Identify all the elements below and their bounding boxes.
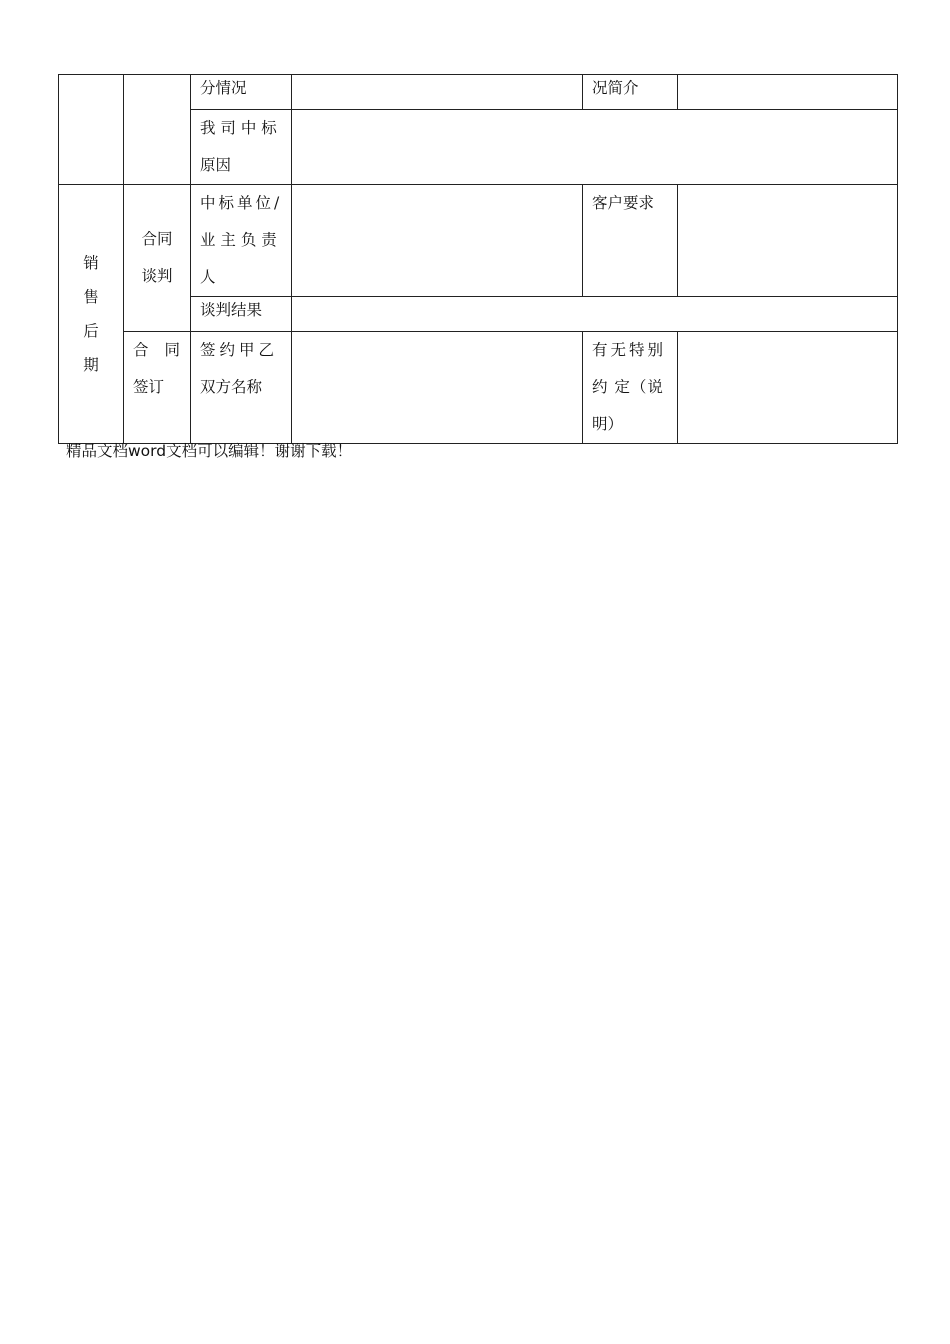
- signing-label-line1: [133, 332, 182, 369]
- row-label-winner-line1: 中标单位/: [200, 194, 283, 212]
- row-label-winner-line3: 人: [200, 268, 216, 286]
- signing-group-cell: [124, 332, 191, 444]
- value-cell-special[interactable]: [678, 332, 898, 444]
- row-label-partial-right-text: 况简介: [592, 79, 639, 97]
- row-label-reason-line2: 原因: [200, 156, 232, 174]
- phase-label-char: 后: [83, 322, 99, 340]
- row-label-winner: [191, 185, 292, 297]
- signing-label-char: 同: [164, 341, 180, 359]
- value-cell-reason[interactable]: [292, 110, 898, 185]
- value-cell-result[interactable]: [292, 297, 898, 332]
- row-label-winner-line2: 业 主 负 责: [200, 231, 277, 249]
- value-cell-partial-right[interactable]: [678, 75, 898, 110]
- phase-label: [59, 246, 123, 382]
- row-label-result: [191, 297, 292, 332]
- row-label-parties-line1: 签约甲乙: [200, 341, 279, 359]
- row-label-parties: [191, 332, 292, 444]
- row-label-partial-text: 分情况: [200, 79, 247, 97]
- value-cell-winner[interactable]: [292, 185, 583, 297]
- group-cell-prev: [124, 75, 191, 185]
- row-label-result-text: 谈判结果: [200, 301, 263, 319]
- value-cell-customer-req[interactable]: [678, 185, 898, 297]
- table-row: [59, 332, 898, 444]
- negotiation-label-line2: 谈判: [141, 267, 173, 285]
- row-label-partial: [191, 75, 292, 110]
- value-cell-partial[interactable]: [292, 75, 583, 110]
- signing-label-char: 合: [133, 341, 149, 359]
- table-row: [59, 75, 898, 110]
- row-label-special-line3: 明）: [592, 415, 624, 433]
- row-label-special-line2: 约 定（说: [592, 378, 664, 396]
- row-label-customer-req-text: 客户要求: [592, 194, 655, 212]
- document-table: [58, 74, 898, 444]
- negotiation-label-line1: 合同: [141, 230, 173, 248]
- row-label-special-line1: 有无特别: [592, 341, 667, 359]
- row-label-partial-right: [583, 75, 678, 110]
- negotiation-group-cell: [124, 185, 191, 332]
- table-row: [59, 185, 898, 297]
- row-label-reason: [191, 110, 292, 185]
- row-label-special: [583, 332, 678, 444]
- row-label-parties-line2: 双方名称: [200, 378, 263, 396]
- phase-cell-prev: [59, 75, 124, 185]
- signing-label-line2: 签订: [133, 378, 165, 396]
- phase-cell: [59, 185, 124, 444]
- footer-note: 精品文档word文档可以编辑！谢谢下载！: [66, 442, 353, 460]
- phase-label-char: 销: [83, 254, 99, 272]
- value-cell-parties[interactable]: [292, 332, 583, 444]
- row-label-reason-line1: 我 司 中 标: [200, 119, 277, 137]
- phase-label-char: 期: [83, 356, 99, 374]
- row-label-customer-req: [583, 185, 678, 297]
- phase-label-char: 售: [83, 288, 99, 306]
